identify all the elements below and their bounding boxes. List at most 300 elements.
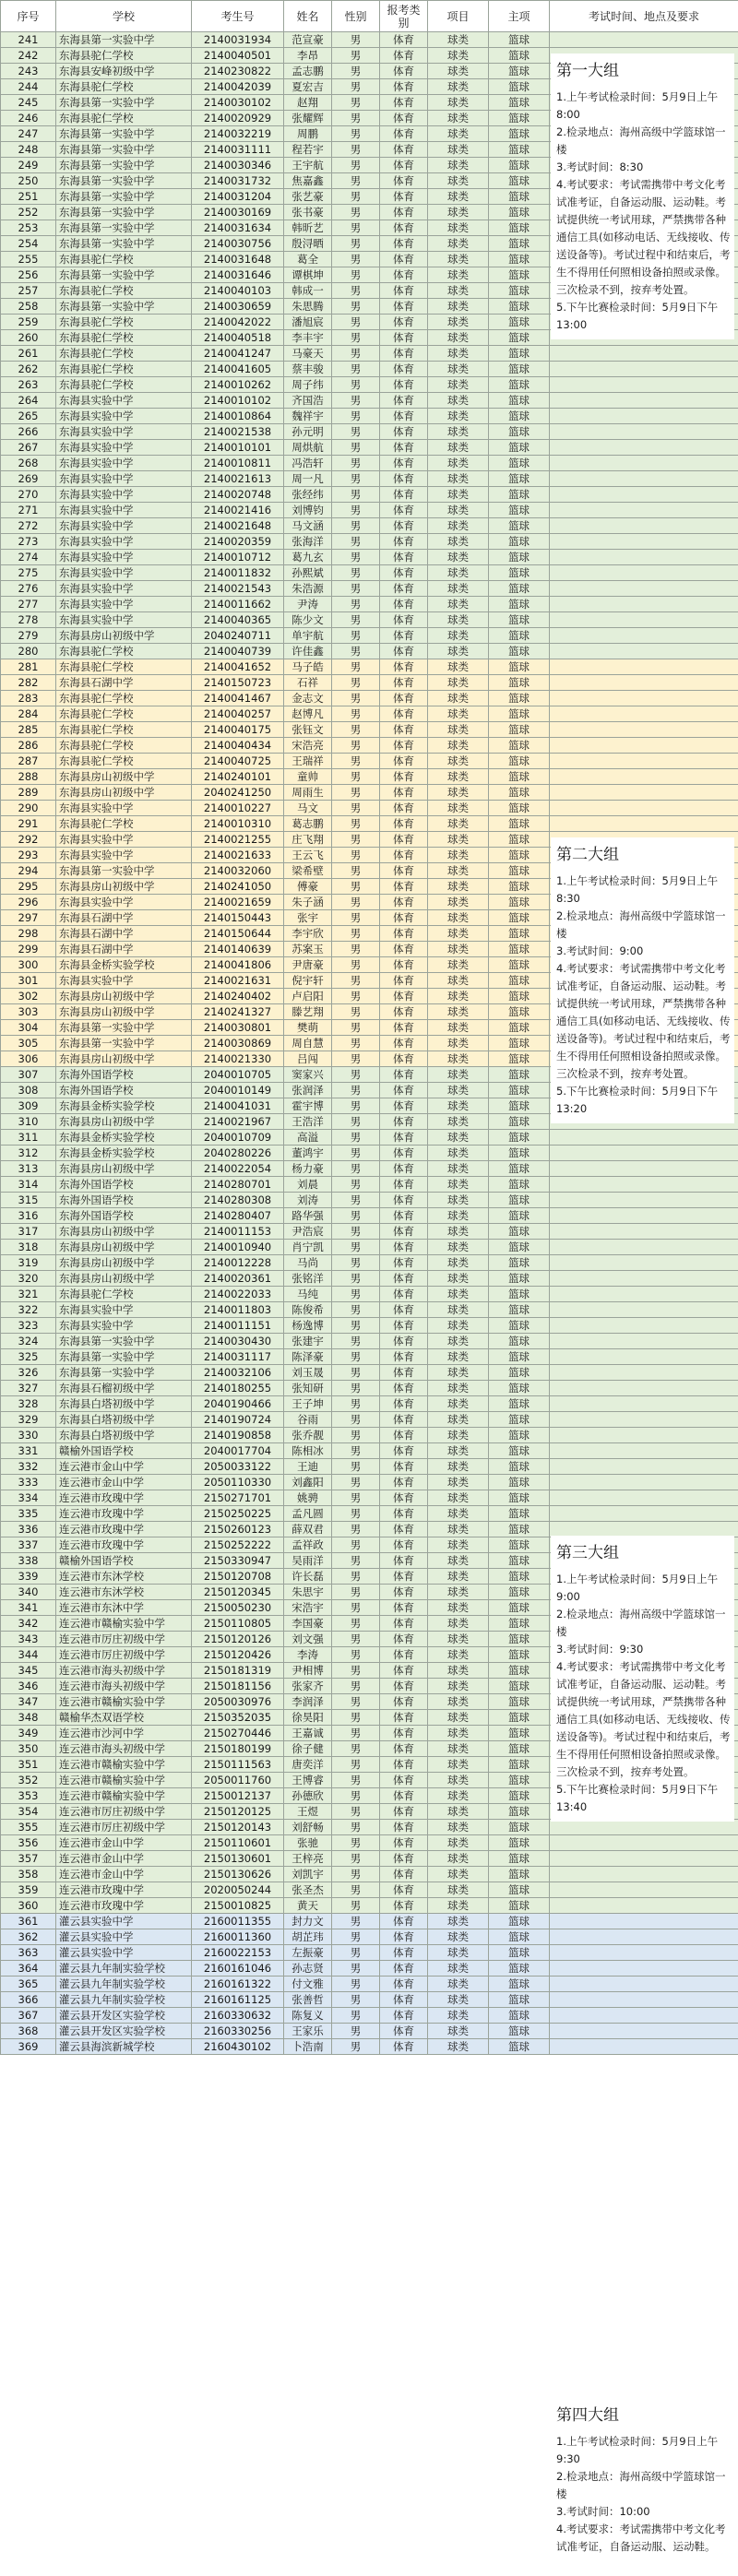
cell-index: 312 [1, 1146, 56, 1161]
cell-main-event: 篮球 [489, 1193, 550, 1208]
cell-exam-id: 2140031732 [192, 173, 284, 189]
cell-event: 球类 [428, 895, 489, 910]
cell-main-event: 篮球 [489, 1898, 550, 1914]
cell-index: 353 [1, 1788, 56, 1804]
cell-name: 刘晨 [284, 1177, 332, 1193]
cell-category: 体育 [380, 252, 428, 267]
cell-notes [550, 1287, 738, 1302]
cell-name: 张润泽 [284, 1083, 332, 1098]
cell-name: 窦家兴 [284, 1067, 332, 1083]
cell-index: 243 [1, 64, 56, 79]
cell-name: 董鸿宇 [284, 1146, 332, 1161]
cell-category: 体育 [380, 832, 428, 848]
cell-event: 球类 [428, 2008, 489, 2024]
cell-event: 球类 [428, 1694, 489, 1710]
table-row [1, 1193, 738, 1208]
cell-main-event: 篮球 [489, 534, 550, 550]
table-row [1, 1302, 738, 1318]
cell-index: 342 [1, 1616, 56, 1632]
cell-event: 球类 [428, 1318, 489, 1334]
cell-notes [550, 1506, 738, 1522]
cell-main-event: 篮球 [489, 1067, 550, 1083]
cell-main-event: 篮球 [489, 1443, 550, 1459]
cell-gender: 男 [332, 1208, 380, 1224]
cell-exam-id: 2150120426 [192, 1647, 284, 1663]
cell-main-event: 篮球 [489, 1130, 550, 1146]
cell-main-event: 篮球 [489, 754, 550, 769]
table-row [1, 1349, 738, 1365]
cell-name: 陈相冰 [284, 1443, 332, 1459]
cell-school: 东海县实验中学 [56, 597, 192, 612]
cell-main-event: 篮球 [489, 1318, 550, 1334]
cell-exam-id: 2140020359 [192, 534, 284, 550]
cell-index: 368 [1, 2024, 56, 2039]
cell-gender: 男 [332, 1020, 380, 1036]
cell-notes [550, 722, 738, 738]
table-row [1, 612, 738, 628]
cell-main-event: 篮球 [489, 1945, 550, 1961]
cell-event: 球类 [428, 409, 489, 424]
cell-event: 球类 [428, 1835, 489, 1851]
table-row [1, 722, 738, 738]
cell-exam-id: 2150181319 [192, 1663, 284, 1679]
cell-name: 刘凯宇 [284, 1867, 332, 1882]
cell-gender: 男 [332, 1381, 380, 1396]
cell-main-event: 篮球 [489, 816, 550, 832]
cell-main-event: 篮球 [489, 126, 550, 142]
cell-notes [550, 1867, 738, 1882]
cell-name: 吴雨洋 [284, 1553, 332, 1569]
cell-category: 体育 [380, 518, 428, 534]
cell-category: 体育 [380, 1349, 428, 1365]
cell-school: 连云港市东沐学校 [56, 1585, 192, 1600]
cell-category: 体育 [380, 236, 428, 252]
cell-main-event: 篮球 [489, 1208, 550, 1224]
cell-school: 东海县驼仁学校 [56, 252, 192, 267]
cell-notes [550, 2039, 738, 2055]
cell-name: 周烘航 [284, 440, 332, 456]
cell-event: 球类 [428, 236, 489, 252]
cell-school: 东海外国语学校 [56, 1208, 192, 1224]
cell-gender: 男 [332, 1428, 380, 1443]
cell-gender: 男 [332, 1600, 380, 1616]
table-row [1, 1224, 738, 1240]
cell-index: 281 [1, 659, 56, 675]
cell-index: 251 [1, 189, 56, 205]
cell-notes [550, 1318, 738, 1334]
cell-main-event: 篮球 [489, 2024, 550, 2039]
cell-exam-id: 2140030756 [192, 236, 284, 252]
cell-school: 灌云县海滨新城学校 [56, 2039, 192, 2055]
cell-exam-id: 2050030976 [192, 1694, 284, 1710]
cell-event: 球类 [428, 1302, 489, 1318]
cell-event: 球类 [428, 879, 489, 895]
cell-category: 体育 [380, 1977, 428, 1992]
cell-exam-id: 2040280226 [192, 1146, 284, 1161]
cell-index: 306 [1, 1051, 56, 1067]
cell-gender: 男 [332, 1898, 380, 1914]
cell-name: 朱思腾 [284, 299, 332, 315]
cell-main-event: 篮球 [489, 1098, 550, 1114]
cell-exam-id: 2140031934 [192, 32, 284, 48]
cell-gender: 男 [332, 989, 380, 1004]
group-note-line: 1.上午考试检录时间：5月9日上午8:00 [556, 90, 719, 121]
cell-notes [550, 628, 738, 644]
col-header-notes: 考试时间、地点及要求 [550, 1, 738, 32]
cell-event: 球类 [428, 346, 489, 362]
cell-exam-id: 2140040257 [192, 706, 284, 722]
cell-category: 体育 [380, 126, 428, 142]
cell-school: 东海县驼仁学校 [56, 1287, 192, 1302]
cell-exam-id: 2140021631 [192, 973, 284, 989]
cell-school: 东海外国语学校 [56, 1177, 192, 1193]
cell-gender: 男 [332, 299, 380, 315]
cell-exam-id: 2140031648 [192, 252, 284, 267]
cell-gender: 男 [332, 111, 380, 126]
table-row [1, 1381, 738, 1396]
cell-notes [550, 1820, 738, 1835]
cell-name: 孟祥政 [284, 1537, 332, 1553]
cell-category: 体育 [380, 142, 428, 158]
cell-name: 孙志贤 [284, 1961, 332, 1977]
cell-main-event: 篮球 [489, 1224, 550, 1240]
cell-index: 337 [1, 1537, 56, 1553]
cell-gender: 男 [332, 409, 380, 424]
cell-category: 体育 [380, 1647, 428, 1663]
cell-event: 球类 [428, 1020, 489, 1036]
cell-category: 体育 [380, 534, 428, 550]
cell-name: 齐国浩 [284, 393, 332, 409]
cell-gender: 男 [332, 1067, 380, 1083]
cell-main-event: 篮球 [489, 942, 550, 957]
cell-gender: 男 [332, 1490, 380, 1506]
cell-event: 球类 [428, 1851, 489, 1867]
cell-main-event: 篮球 [489, 503, 550, 518]
cell-index: 269 [1, 471, 56, 487]
table-row [1, 2008, 738, 2024]
cell-school: 灌云县开发区实验学校 [56, 2024, 192, 2039]
cell-gender: 男 [332, 1961, 380, 1977]
cell-category: 体育 [380, 315, 428, 330]
table-row [1, 1929, 738, 1945]
cell-index: 344 [1, 1647, 56, 1663]
cell-exam-id: 2140030869 [192, 1036, 284, 1051]
group-note-4 [551, 2398, 734, 2561]
cell-index: 297 [1, 910, 56, 926]
cell-gender: 男 [332, 1302, 380, 1318]
cell-event: 球类 [428, 722, 489, 738]
cell-notes [550, 1396, 738, 1412]
cell-school: 东海县第一实验中学 [56, 189, 192, 205]
cell-name: 王瑞祥 [284, 754, 332, 769]
cell-main-event: 篮球 [489, 879, 550, 895]
cell-event: 球类 [428, 1757, 489, 1773]
cell-event: 球类 [428, 565, 489, 581]
cell-school: 东海县实验中学 [56, 518, 192, 534]
cell-event: 球类 [428, 863, 489, 879]
cell-school: 东海县第一实验中学 [56, 142, 192, 158]
cell-index: 348 [1, 1710, 56, 1726]
cell-name: 张艺豪 [284, 189, 332, 205]
cell-main-event: 篮球 [489, 1381, 550, 1396]
cell-index: 367 [1, 2008, 56, 2024]
cell-main-event: 篮球 [489, 1788, 550, 1804]
cell-event: 球类 [428, 424, 489, 440]
cell-index: 255 [1, 252, 56, 267]
cell-notes [550, 1929, 738, 1945]
cell-name: 尹涛 [284, 597, 332, 612]
cell-main-event: 篮球 [489, 691, 550, 706]
cell-category: 体育 [380, 1788, 428, 1804]
cell-index: 253 [1, 220, 56, 236]
cell-exam-id: 2150120143 [192, 1820, 284, 1835]
cell-school: 东海县驼仁学校 [56, 738, 192, 754]
cell-category: 体育 [380, 346, 428, 362]
cell-notes [550, 471, 738, 487]
cell-name: 傅豪 [284, 879, 332, 895]
cell-category: 体育 [380, 1004, 428, 1020]
cell-index: 256 [1, 267, 56, 283]
cell-gender: 男 [332, 267, 380, 283]
cell-category: 体育 [380, 32, 428, 48]
cell-category: 体育 [380, 299, 428, 315]
table-row [1, 2024, 738, 2039]
cell-gender: 男 [332, 1349, 380, 1365]
table-row [1, 1412, 738, 1428]
cell-name: 张乔靓 [284, 1428, 332, 1443]
cell-main-event: 篮球 [489, 1051, 550, 1067]
cell-notes [550, 2008, 738, 2024]
table-row [1, 487, 738, 503]
cell-gender: 男 [332, 550, 380, 565]
cell-category: 体育 [380, 1757, 428, 1773]
cell-event: 球类 [428, 1992, 489, 2008]
cell-main-event: 篮球 [489, 628, 550, 644]
cell-category: 体育 [380, 1679, 428, 1694]
cell-exam-id: 2160330632 [192, 2008, 284, 2024]
cell-index: 326 [1, 1365, 56, 1381]
cell-gender: 男 [332, 1773, 380, 1788]
cell-name: 冯浩轩 [284, 456, 332, 471]
cell-main-event: 篮球 [489, 1679, 550, 1694]
cell-gender: 男 [332, 1914, 380, 1929]
cell-event: 球类 [428, 1443, 489, 1459]
cell-index: 282 [1, 675, 56, 691]
cell-index: 329 [1, 1412, 56, 1428]
table-row [1, 597, 738, 612]
table-row [1, 738, 738, 754]
cell-school: 东海县实验中学 [56, 581, 192, 597]
cell-category: 体育 [380, 1490, 428, 1506]
cell-school: 东海县第一实验中学 [56, 173, 192, 189]
cell-school: 东海县驼仁学校 [56, 659, 192, 675]
cell-main-event: 篮球 [489, 173, 550, 189]
cell-category: 体育 [380, 863, 428, 879]
cell-name: 马豪天 [284, 346, 332, 362]
cell-notes [550, 393, 738, 409]
table-row [1, 659, 738, 675]
cell-main-event: 篮球 [489, 205, 550, 220]
cell-notes [550, 659, 738, 675]
cell-event: 球类 [428, 1632, 489, 1647]
cell-index: 303 [1, 1004, 56, 1020]
cell-main-event: 篮球 [489, 1710, 550, 1726]
cell-main-event: 篮球 [489, 1600, 550, 1616]
cell-exam-id: 2150270446 [192, 1726, 284, 1741]
cell-school: 东海外国语学校 [56, 1083, 192, 1098]
cell-index: 275 [1, 565, 56, 581]
cell-name: 宋浩宇 [284, 1600, 332, 1616]
cell-name: 谭棋坤 [284, 267, 332, 283]
cell-category: 体育 [380, 1302, 428, 1318]
cell-index: 336 [1, 1522, 56, 1537]
group-note-line: 4.考试要求：考试需携带中考文化考试准考证，自备运动服、运动鞋。考试提供统一考试用球，严禁携带各种通信工具(如移动电话、无线接收、传送设备等)。考试过程中和结束后，考生不得用任何照相设备拍照或录像。三次检录不到，按弃考处置。 [556, 178, 731, 296]
cell-notes [550, 597, 738, 612]
table-row [1, 518, 738, 534]
group-note-1 [551, 53, 734, 339]
cell-main-event: 篮球 [489, 1569, 550, 1585]
cell-school: 东海县房山初级中学 [56, 1240, 192, 1255]
cell-exam-id: 2150110805 [192, 1616, 284, 1632]
cell-main-event: 篮球 [489, 1020, 550, 1036]
cell-gender: 男 [332, 456, 380, 471]
group-note-line: 4.考试要求：考试需携带中考文化考试准考证，自备运动服、运动鞋。考试提供统一考试用球，严禁携带各种通信工具(如移动电话、无线接收、传送设备等)。考试过程中和结束后，考生不得用任何照相设备拍照或录像。三次检录不到，按弃考处置。 [556, 962, 731, 1080]
cell-index: 245 [1, 95, 56, 111]
table-row [1, 32, 738, 48]
table-row [1, 1882, 738, 1898]
cell-notes [550, 565, 738, 581]
table-row [1, 581, 738, 597]
cell-event: 球类 [428, 1569, 489, 1585]
cell-exam-id: 2160011360 [192, 1929, 284, 1945]
cell-event: 球类 [428, 64, 489, 79]
cell-exam-id: 2050110330 [192, 1475, 284, 1490]
table-row [1, 785, 738, 801]
cell-exam-id: 2150110601 [192, 1835, 284, 1851]
col-header-gender: 性别 [332, 1, 380, 32]
cell-gender: 男 [332, 1945, 380, 1961]
cell-name: 孙熙斌 [284, 565, 332, 581]
cell-category: 体育 [380, 1224, 428, 1240]
cell-notes [550, 1459, 738, 1475]
table-row [1, 1208, 738, 1224]
cell-gender: 男 [332, 1177, 380, 1193]
cell-name: 梁希壁 [284, 863, 332, 879]
cell-exam-id: 2140021330 [192, 1051, 284, 1067]
cell-exam-id: 2150050230 [192, 1600, 284, 1616]
cell-category: 体育 [380, 1663, 428, 1679]
cell-exam-id: 2140041467 [192, 691, 284, 706]
cell-notes [550, 1146, 738, 1161]
cell-exam-id: 2140041605 [192, 362, 284, 377]
cell-category: 体育 [380, 1632, 428, 1647]
cell-event: 球类 [428, 142, 489, 158]
cell-main-event: 篮球 [489, 1255, 550, 1271]
cell-school: 灌云县九年制实验学校 [56, 1992, 192, 2008]
cell-exam-id: 2140040175 [192, 722, 284, 738]
cell-gender: 男 [332, 1585, 380, 1600]
cell-exam-id: 2140020361 [192, 1271, 284, 1287]
cell-main-event: 篮球 [489, 409, 550, 424]
cell-notes [550, 581, 738, 597]
cell-event: 球类 [428, 1600, 489, 1616]
cell-index: 322 [1, 1302, 56, 1318]
cell-category: 体育 [380, 1146, 428, 1161]
cell-event: 球类 [428, 1585, 489, 1600]
cell-school: 东海县实验中学 [56, 456, 192, 471]
cell-name: 赵博凡 [284, 706, 332, 722]
table-row [1, 1475, 738, 1490]
cell-school: 东海县第一实验中学 [56, 299, 192, 315]
cell-main-event: 篮球 [489, 48, 550, 64]
cell-exam-id: 2150180199 [192, 1741, 284, 1757]
cell-school: 连云港市东沐中学 [56, 1600, 192, 1616]
cell-index: 254 [1, 236, 56, 252]
cell-main-event: 篮球 [489, 1820, 550, 1835]
cell-notes [550, 1522, 738, 1537]
cell-name: 尹相博 [284, 1663, 332, 1679]
cell-event: 球类 [428, 1224, 489, 1240]
cell-index: 357 [1, 1851, 56, 1867]
cell-index: 363 [1, 1945, 56, 1961]
cell-exam-id: 2140030169 [192, 205, 284, 220]
cell-event: 球类 [428, 1773, 489, 1788]
cell-event: 球类 [428, 1804, 489, 1820]
cell-school: 东海县房山初级中学 [56, 628, 192, 644]
cell-main-event: 篮球 [489, 1506, 550, 1522]
cell-event: 球类 [428, 1428, 489, 1443]
cell-name: 李昂 [284, 48, 332, 64]
cell-gender: 男 [332, 1569, 380, 1585]
table-row [1, 440, 738, 456]
cell-event: 球类 [428, 1961, 489, 1977]
cell-category: 体育 [380, 910, 428, 926]
cell-gender: 男 [332, 440, 380, 456]
group-note-line: 1.上午考试检录时间：5月9日上午9:00 [556, 1573, 719, 1603]
cell-name: 童帅 [284, 769, 332, 785]
cell-category: 体育 [380, 816, 428, 832]
cell-exam-id: 2150352035 [192, 1710, 284, 1726]
cell-name: 朱浩源 [284, 581, 332, 597]
cell-event: 球类 [428, 440, 489, 456]
cell-category: 体育 [380, 377, 428, 393]
cell-notes [550, 2024, 738, 2039]
cell-index: 302 [1, 989, 56, 1004]
cell-event: 球类 [428, 1726, 489, 1741]
cell-event: 球类 [428, 1365, 489, 1381]
cell-main-event: 篮球 [489, 550, 550, 565]
cell-name: 封力文 [284, 1914, 332, 1929]
cell-main-event: 篮球 [489, 1271, 550, 1287]
cell-school: 东海县第一实验中学 [56, 267, 192, 283]
cell-event: 球类 [428, 1663, 489, 1679]
cell-name: 魏祥宇 [284, 409, 332, 424]
cell-index: 339 [1, 1569, 56, 1585]
cell-category: 体育 [380, 597, 428, 612]
cell-category: 体育 [380, 1098, 428, 1114]
cell-exam-id: 2150271701 [192, 1490, 284, 1506]
cell-name: 许佳鑫 [284, 644, 332, 659]
group-note-line: 2.检录地点：海州高级中学篮球馆一楼 [556, 909, 726, 940]
cell-category: 体育 [380, 1804, 428, 1820]
cell-gender: 男 [332, 1365, 380, 1381]
cell-name: 张圣杰 [284, 1882, 332, 1898]
cell-exam-id: 2150330947 [192, 1553, 284, 1569]
cell-exam-id: 2140022033 [192, 1287, 284, 1302]
cell-event: 球类 [428, 1679, 489, 1694]
cell-main-event: 篮球 [489, 518, 550, 534]
cell-name: 葛全 [284, 252, 332, 267]
